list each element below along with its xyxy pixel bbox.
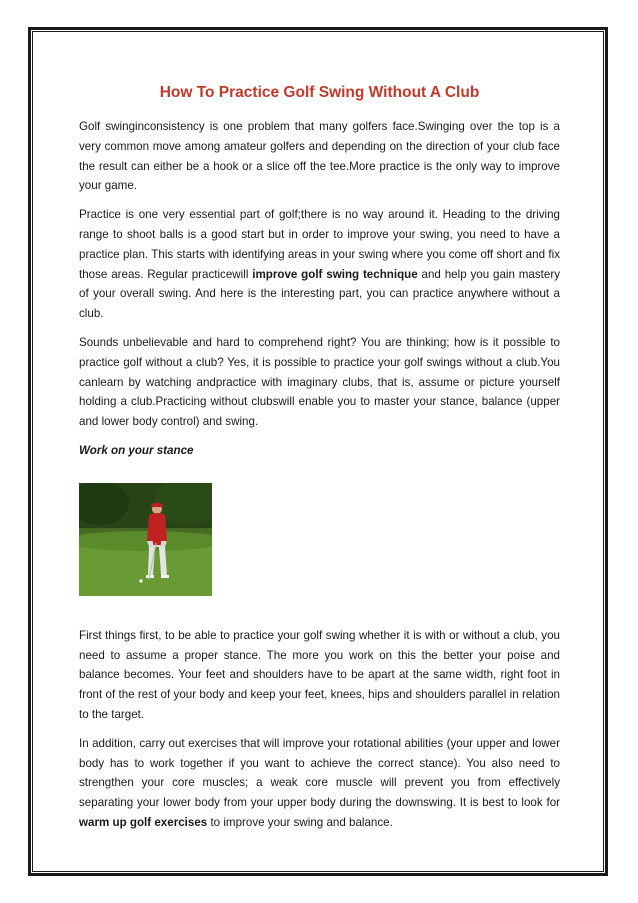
paragraph-practice-text-1: Practice is one very essential part of golf;there is no way around it. Heading to the driving range to shoot balls is a good start but in order to improve your swing, you need to have a practice plan. This starts with identifying areas in your swing where you come off short and fix those areas. Regular practicewill [79,208,560,281]
bold-link-improve-golf-swing-technique: improve golf swing technique [252,267,418,281]
paragraph-stance: First things first, to be able to practice your golf swing whether it is with or without a club, you need to assume a proper stance. The more you work on this the better your poise and balance becomes. Your feet and shoulders have to be apart at the same width, right foot in front of the rest of your body and keep your feet, knees, hips and shoulders parallel in relation to the target. [79,628,560,721]
paragraph-without-club: Sounds unbelievable and hard to comprehend right? You are thinking; how is it possible to practice golf without a club? Yes, it is possible to practice your golf swings without a club.You canlearn by watching andpractice with imaginary clubs, that is, assume or picture yourself holding a club.Practicing without clubswill enable you to master your stance, balance (upper and lower body control) and swing. [79,335,560,429]
paragraph-intro: Golf swinginconsistency is one problem that many golfers face.Swinging over the top is a very common move among amateur golfers and depending on the direction of your club face the result can either be a hook or a slice off the tee.More practice is the only way to improve your game. [79,120,560,193]
paragraph-exercises [79,734,560,833]
bold-link-warm-up-golf-exercises: warm up golf exercises [79,815,208,829]
golfer-illustration [79,483,212,596]
paragraph-practice-text-2: and help you gain mastery of your overall swing. And here is the interesting part, you can practice anywhere without a club. [79,267,560,321]
document-title: How To Practice Golf Swing Without A Club [159,84,480,101]
paragraph-exercises-text-2: to improve your swing and balance. [207,815,393,829]
golfer-photo [79,483,212,596]
paragraph-practice [79,205,560,324]
subheading-stance: Work on your stance [79,443,194,457]
paragraph-exercises-text-1: In addition, carry out exercises that will improve your rotational abilities (your upper and lower body has to work together if you want to achieve the correct stance). You also need to strengthen your core muscles; a weak core muscle will prevent you from effectively separating your lower body from your upper body during the downswing. It is best to look for [79,736,560,810]
document-body [79,83,560,842]
